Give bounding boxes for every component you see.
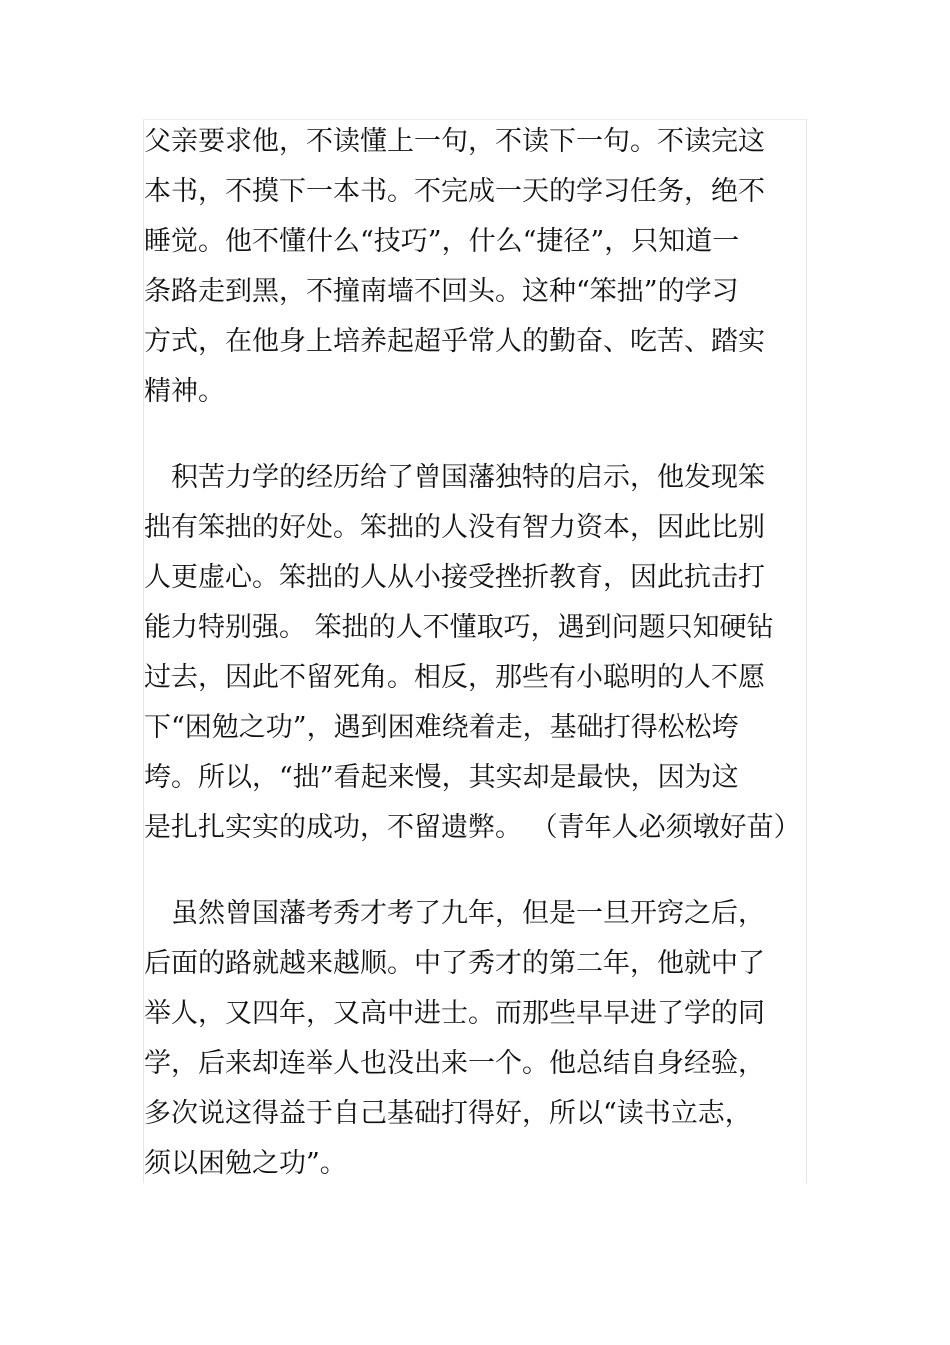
text-line: 举人，又四年，又高中进士。而那些早早进了学的同: [144, 998, 765, 1029]
text-line: 积苦力学的经历给了曾国藩独特的启示，他发现笨: [144, 462, 765, 493]
text-line: 方式，在他身上培养起超乎常人的勤奋、吃苦、踏实: [144, 326, 765, 357]
text-line: 是扎扎实实的成功，不留遗弊。 （青年人必须墩好苗）: [144, 812, 801, 843]
text-line: 须以困勉之功”。: [144, 1148, 347, 1179]
text-line: 父亲要求他，不读懂上一句，不读下一句。不读完这: [144, 126, 765, 157]
paragraph-1: [144, 117, 765, 417]
text-line: 人更虚心。笨拙的人从小接受挫折教育，因此抗击打: [144, 562, 765, 593]
paragraph-2: [144, 453, 801, 853]
text-line: 学，后来却连举人也没出来一个。他总结自身经验，: [144, 1048, 765, 1079]
text-line: 过去，因此不留死角。相反，那些有小聪明的人不愿: [144, 662, 765, 693]
text-line: 后面的路就越来越顺。中了秀才的第二年，他就中了: [144, 948, 765, 979]
text-line: 能力特别强。 笨拙的人不懂取巧，遇到问题只知硬钻: [144, 612, 774, 643]
text-line: 拙有笨拙的好处。笨拙的人没有智力资本，因此比别: [144, 512, 765, 543]
paragraph-3: [144, 889, 765, 1189]
text-line: 睡觉。他不懂什么“技巧”，什么“捷径”，只知道一: [144, 226, 740, 257]
text-line: 条路走到黑，不撞南墙不回头。这种“笨拙”的学习: [144, 276, 739, 307]
text-line: 本书，不摸下一本书。不完成一天的学习任务，绝不: [144, 176, 765, 207]
text-line: 垮。所以，“拙”看起来慢，其实却是最快，因为这: [144, 762, 739, 793]
text-line: 精神。: [144, 376, 225, 407]
text-line: 下“困勉之功”，遇到困难绕着走，基础打得松松垮: [144, 712, 739, 743]
text-line: 虽然曾国藩考秀才考了九年，但是一旦开窍之后，: [144, 898, 765, 929]
text-line: 多次说这得益于自己基础打得好，所以“读书立志，: [144, 1098, 752, 1129]
